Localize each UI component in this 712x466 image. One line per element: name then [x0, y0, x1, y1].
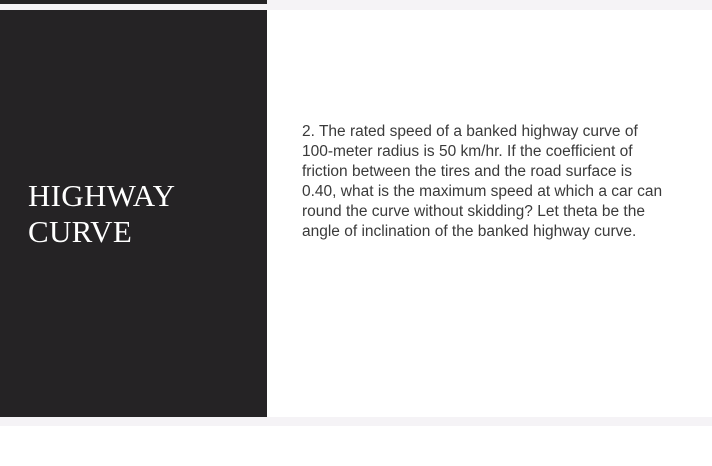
content-panel	[267, 10, 712, 417]
slide-title-line-2: CURVE	[28, 214, 133, 249]
slide-separator-top	[267, 0, 712, 10]
slide-title	[28, 178, 258, 250]
slide-title-line-1: HIGHWAY	[28, 178, 176, 213]
problem-text: 2. The rated speed of a banked highway curve of 100-meter radius is 50 km/hr. If the coefficient of friction between the tires and the road surface is 0.40, what is the maximum speed at which a car can round the curve without skidding? Let theta be the angle of inclination of the banked highway curve.	[302, 123, 663, 240]
slide	[0, 10, 712, 417]
title-panel	[0, 10, 267, 417]
slide-separator-bottom	[0, 417, 712, 426]
